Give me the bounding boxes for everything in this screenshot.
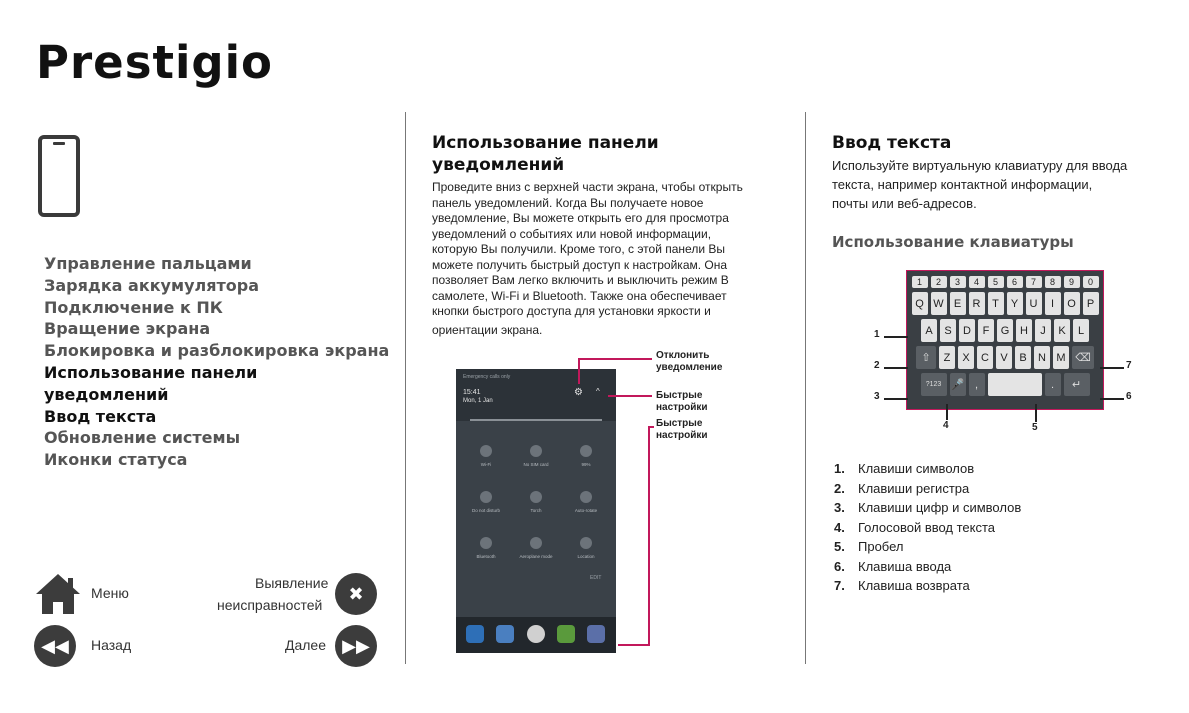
contacts-app-icon[interactable] bbox=[496, 625, 514, 643]
marker-6: 6 bbox=[1126, 391, 1132, 402]
camera-app-icon[interactable] bbox=[587, 625, 605, 643]
key-n[interactable]: N bbox=[1034, 346, 1050, 369]
phone-app-icon[interactable] bbox=[466, 625, 484, 643]
key-l[interactable]: L bbox=[1073, 319, 1089, 342]
period-key[interactable]: . bbox=[1045, 373, 1061, 396]
key-z[interactable]: Z bbox=[939, 346, 955, 369]
keyboard-subtitle: Использование клавиатуры bbox=[832, 233, 1074, 251]
apps-grid-icon[interactable] bbox=[527, 625, 545, 643]
back-link[interactable]: Назад bbox=[91, 637, 132, 653]
text-input-body: Используйте виртуальную клавиатуру для ввода текста, например контактной информации, почты или веб-адресов. bbox=[832, 158, 1128, 211]
fast-forward-icon[interactable]: ▶▶ bbox=[335, 625, 377, 667]
shift-key-icon[interactable]: ⇧ bbox=[916, 346, 936, 369]
key-9[interactable]: 9 bbox=[1064, 276, 1080, 288]
notification-panel-screenshot: Emergency calls only 15:41 Mon, 1 Jan ⚙ ^ Wi-Fi No SIM card 99% Do not disturb Torch Auto-rotate Bluetooth Aeroplane mode Location EDIT bbox=[456, 369, 616, 653]
messages-app-icon[interactable] bbox=[557, 625, 575, 643]
list-item: 2. Клавиши регистра bbox=[834, 480, 970, 496]
battery-tile-icon[interactable] bbox=[580, 445, 592, 457]
keyboard-legend bbox=[834, 459, 1021, 596]
key-f[interactable]: F bbox=[978, 319, 994, 342]
wifi-tile-icon[interactable] bbox=[480, 445, 492, 457]
key-w[interactable]: W bbox=[931, 292, 947, 315]
edit-button[interactable]: EDIT bbox=[590, 575, 602, 581]
text-input-title: Ввод текста bbox=[832, 133, 952, 153]
key-m[interactable]: M bbox=[1053, 346, 1069, 369]
sidebar-item-status-icons[interactable]: Иконки статуса bbox=[44, 450, 188, 470]
list-item: 4. Голосовой ввод текста bbox=[834, 519, 996, 535]
list-item: 5. Пробел bbox=[834, 539, 904, 554]
tools-icon[interactable]: ✖ bbox=[335, 573, 377, 615]
key-7[interactable]: 7 bbox=[1026, 276, 1042, 288]
key-8[interactable]: 8 bbox=[1045, 276, 1061, 288]
sidebar-nav bbox=[44, 253, 389, 471]
key-e[interactable]: E bbox=[950, 292, 966, 315]
list-item: 3. Клавиши цифр и символов bbox=[834, 500, 1022, 515]
marker-7: 7 bbox=[1126, 360, 1132, 371]
marker-2: 2 bbox=[874, 360, 880, 371]
key-k[interactable]: K bbox=[1054, 319, 1070, 342]
list-item: 6. Клавиша ввода bbox=[834, 558, 952, 574]
key-y[interactable]: Y bbox=[1007, 292, 1023, 315]
list-item: 1. Клавиши символов bbox=[834, 461, 975, 476]
key-6[interactable]: 6 bbox=[1007, 276, 1023, 288]
comma-key[interactable]: , bbox=[969, 373, 985, 396]
marker-5: 5 bbox=[1032, 422, 1038, 433]
sidebar-item-charging[interactable]: Зарядка аккумулятора bbox=[44, 275, 259, 295]
key-t[interactable]: T bbox=[988, 292, 1004, 315]
key-a[interactable]: A bbox=[921, 319, 937, 342]
rotate-tile-icon[interactable] bbox=[580, 491, 592, 503]
troubleshoot-label-2[interactable]: неисправностей bbox=[217, 597, 323, 613]
virtual-keyboard bbox=[906, 270, 1104, 410]
key-3[interactable]: 3 bbox=[950, 276, 966, 288]
enter-key-icon[interactable]: ↵ bbox=[1064, 373, 1090, 396]
key-2[interactable]: 2 bbox=[931, 276, 947, 288]
list-item: 7. Клавиша возврата bbox=[834, 578, 970, 593]
key-b[interactable]: B bbox=[1015, 346, 1031, 369]
app-dock bbox=[456, 617, 616, 653]
backspace-key-icon[interactable]: ⌫ bbox=[1072, 346, 1094, 369]
notifications-body: Проведите вниз с верхней части экрана, чтобы открыть панель уведомлений. Когда Вы получаете новое уведомление, Вы можете открыть его для просмотра уведомлений о событиях или новой информации, которую Вы получили. Кроме того, с этой панели Вы можете получить быстрый доступ к настройкам. Она позволяет Вам легко включить и выключить режим В самолете, Wi-Fi и Bluetooth. Также она обеспечивает кнопки быстрого доступа для установки яркости и ориентации экрана. bbox=[432, 180, 743, 337]
chevron-up-icon[interactable]: ^ bbox=[596, 387, 600, 396]
column-divider-right bbox=[805, 112, 806, 664]
key-p[interactable]: P bbox=[1083, 292, 1099, 315]
location-tile-icon[interactable] bbox=[580, 537, 592, 549]
key-0[interactable]: 0 bbox=[1083, 276, 1099, 288]
clock-text: 15:41 bbox=[463, 389, 481, 396]
key-o[interactable]: O bbox=[1064, 292, 1080, 315]
home-icon[interactable] bbox=[34, 572, 82, 616]
brand-logo: Prestigio bbox=[36, 36, 273, 89]
troubleshoot-label-1[interactable]: Выявление bbox=[255, 575, 329, 591]
callout-quick-settings-2: Быстрые настройки bbox=[656, 418, 708, 441]
sidebar-item-pc-connect[interactable]: Подключение к ПК bbox=[44, 297, 223, 317]
date-text: Mon, 1 Jan bbox=[463, 398, 493, 404]
dnd-tile-icon[interactable] bbox=[480, 491, 492, 503]
symbols-key[interactable]: ?123 bbox=[921, 373, 947, 396]
key-x[interactable]: X bbox=[958, 346, 974, 369]
key-u[interactable]: U bbox=[1026, 292, 1042, 315]
key-5[interactable]: 5 bbox=[988, 276, 1004, 288]
callout-dismiss: Отклонить уведомление bbox=[656, 350, 723, 373]
key-c[interactable]: C bbox=[977, 346, 993, 369]
sim-tile-icon[interactable] bbox=[530, 445, 542, 457]
key-q[interactable]: Q bbox=[912, 292, 928, 315]
bluetooth-tile-icon[interactable] bbox=[480, 537, 492, 549]
column-divider-left bbox=[405, 112, 406, 664]
key-i[interactable]: I bbox=[1045, 292, 1061, 315]
sidebar-item-notifications-cont[interactable]: уведомлений bbox=[44, 384, 169, 404]
marker-4: 4 bbox=[943, 420, 949, 431]
airplane-tile-icon[interactable] bbox=[530, 537, 542, 549]
key-1[interactable]: 1 bbox=[912, 276, 928, 288]
menu-link[interactable]: Меню bbox=[91, 585, 129, 601]
emergency-text: Emergency calls only bbox=[463, 374, 511, 380]
notifications-title: Использование панели уведомлений bbox=[432, 133, 659, 175]
space-key[interactable] bbox=[988, 373, 1042, 396]
marker-1: 1 bbox=[874, 329, 880, 340]
next-link[interactable]: Далее bbox=[285, 637, 327, 653]
mic-key-icon[interactable]: 🎤 bbox=[950, 373, 966, 396]
brightness-slider[interactable] bbox=[470, 419, 602, 421]
rewind-icon[interactable]: ◀◀ bbox=[34, 625, 76, 667]
key-h[interactable]: H bbox=[1016, 319, 1032, 342]
key-r[interactable]: R bbox=[969, 292, 985, 315]
gear-icon[interactable]: ⚙ bbox=[574, 387, 583, 398]
sidebar-item-gestures[interactable]: Управление пальцами bbox=[44, 254, 252, 273]
key-d[interactable]: D bbox=[959, 319, 975, 342]
key-j[interactable]: J bbox=[1035, 319, 1051, 342]
key-g[interactable]: G bbox=[997, 319, 1013, 342]
key-s[interactable]: S bbox=[940, 319, 956, 342]
sidebar-item-text-input[interactable]: Ввод текста bbox=[44, 406, 157, 426]
key-v[interactable]: V bbox=[996, 346, 1012, 369]
sidebar-item-rotation[interactable]: Вращение экрана bbox=[44, 319, 211, 339]
key-4[interactable]: 4 bbox=[969, 276, 985, 288]
marker-3: 3 bbox=[874, 391, 880, 402]
phone-icon bbox=[38, 135, 80, 217]
sidebar-item-lock[interactable]: Блокировка и разблокировка экрана bbox=[44, 341, 390, 361]
sidebar-item-update[interactable]: Обновление системы bbox=[44, 428, 241, 448]
sidebar-item-notifications[interactable]: Использование панели bbox=[44, 362, 258, 382]
callout-quick-settings-1: Быстрые настройки bbox=[656, 390, 708, 413]
torch-tile-icon[interactable] bbox=[530, 491, 542, 503]
